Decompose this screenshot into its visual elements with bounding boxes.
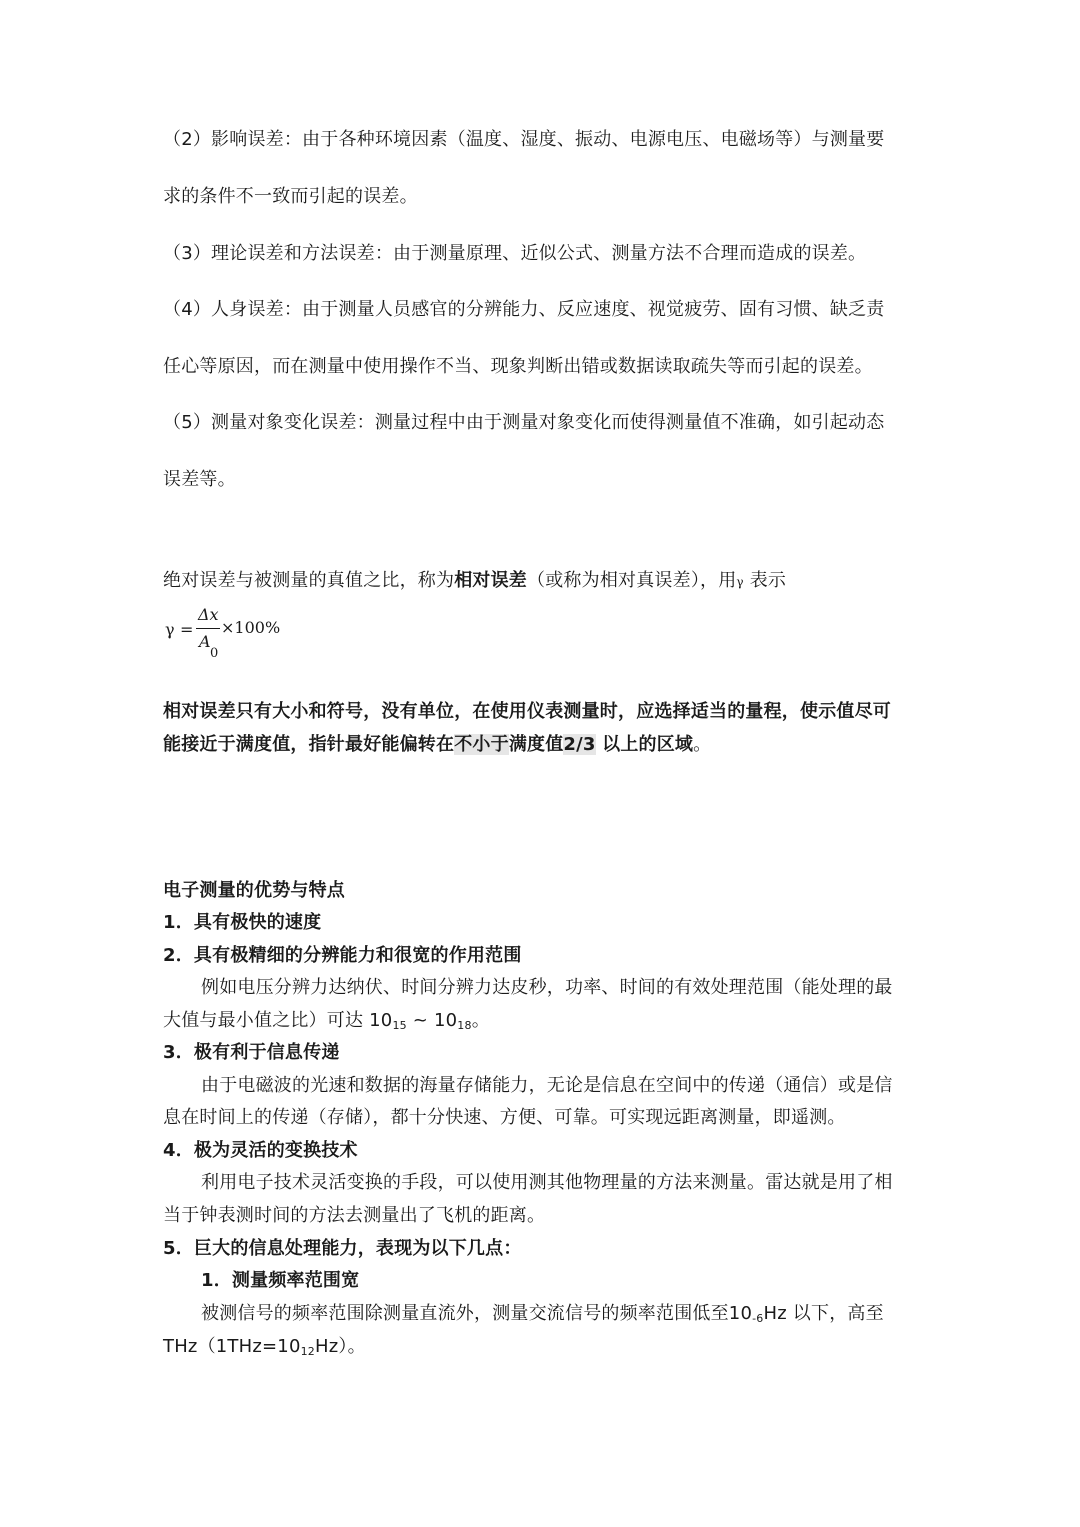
advantages-heading: 电子测量的优势与特点 [163,880,345,901]
intro-text-c: 表示 [743,570,787,591]
advantage-4: 4．极为灵活的变换技术 [163,1140,358,1161]
advantage-3: 3．极有利于信息传递 [163,1042,340,1063]
adv51b-text-pre: THz（1THz=10 [163,1336,301,1357]
error-item-2-line1: （2）影响误差：由于各种环境因素（温度、湿度、振动、电源电压、电磁场等）与测量要 [163,129,885,150]
advantage-5-1-text-line2 [163,1335,943,1359]
formula-equals: = [180,620,194,639]
note-text-c: 以上的区域 [595,734,694,755]
error-item-5-line1: （5）测量对象变化误差：测量过程中由于测量对象变化而使得测量值不准确，如引起动态 [163,412,885,433]
error-item-5-line2: 误差等。 [163,469,236,490]
adv51-text-pre: 被测信号的频率范围除测量直流外，测量交流信号的频率范围低至10 [201,1303,753,1324]
formula-fraction-bar [196,628,220,629]
advantage-5-1-text-line1 [201,1302,981,1326]
relative-error-note-line1: 相对误差只有大小和符号，没有单位，在使用仪表测量时，应选择适当的量程，使示值尽可 [163,701,891,722]
adv51-sub-neg6: -6 [752,1312,764,1325]
formula-denominator: A [199,632,211,651]
relative-error-intro [163,569,943,594]
note-text-a: 能接近于满度值，指针最好能偏转在 [163,734,455,755]
formula-numerator: Δx [198,605,219,624]
formula-denominator-sub: 0 [210,646,219,661]
relative-error-note-line2 [163,733,943,757]
advantage-2: 2．具有极精细的分辨能力和很宽的作用范围 [163,945,522,966]
adv51b-sub-12: 12 [300,1345,316,1358]
adv2-text-end: 。 [471,1010,490,1031]
advantage-3-text-line1: 由于电磁波的光速和数据的海量存储能力，无论是信息在空间中的传递（通信）或是信 [201,1075,893,1096]
adv2-text-mid: ~ 10 [406,1010,458,1031]
intro-term: 相对误差 [454,570,528,591]
advantage-1: 1．具有极快的速度 [163,912,322,933]
formula-times: ×100% [221,618,281,637]
intro-text-a: 绝对误差与被测量的真值之比，称为 [163,570,455,591]
intro-text-b: （或称为相对真误差），用 [527,570,737,591]
error-item-2-line2: 求的条件不一致而引起的误差。 [163,186,418,207]
advantage-2-text-line2 [163,1009,943,1033]
advantage-4-text-line2: 当于钟表测时间的方法去测量出了飞机的距离。 [163,1205,546,1226]
note-text-b: 满度值 [508,734,564,755]
adv2-sub-18: 18 [457,1019,472,1032]
note-end: 。 [693,734,712,755]
advantage-4-text-line1: 利用电子技术灵活变换的手段，可以使用测其他物理量的方法来测量。雷达就是用了相 [201,1172,893,1193]
error-item-3: （3）理论误差和方法误差：由于测量原理、近似公式、测量方法不合理而造成的误差。 [163,243,867,264]
advantage-2-text-line1: 例如电压分辨力达纳伏、时间分辨力达皮秒，功率、时间的有效处理范围（能处理的最 [201,977,893,998]
adv51-text-post: Hz 以下，高至 [763,1303,884,1324]
formula-lhs: γ [165,620,175,639]
note-highlight-2: 2/3 [563,734,596,755]
note-highlight-1: 不小于 [454,734,509,755]
advantage-5-1: 1．测量频率范围宽 [201,1270,360,1291]
error-item-4-line2: 任心等原因，而在测量中使用操作不当、现象判断出错或数据读取疏失等而引起的误差。 [163,356,873,377]
advantage-5: 5．巨大的信息处理能力，表现为以下几点： [163,1238,522,1259]
adv2-sub-15: 15 [392,1019,407,1032]
adv51b-text-post: Hz）。 [315,1336,366,1357]
intro-symbol: γ [736,575,744,589]
error-item-4-line1: （4）人身误差：由于测量人员感官的分辨能力、反应速度、视觉疲劳、固有习惯、缺乏责 [163,299,885,320]
adv2-text-pre: 大值与最小值之比）可达 10 [163,1010,393,1031]
advantage-3-text-line2: 息在时间上的传递（存储），都十分快速、方便、可靠。可实现远距离测量，即遥测。 [163,1107,846,1128]
